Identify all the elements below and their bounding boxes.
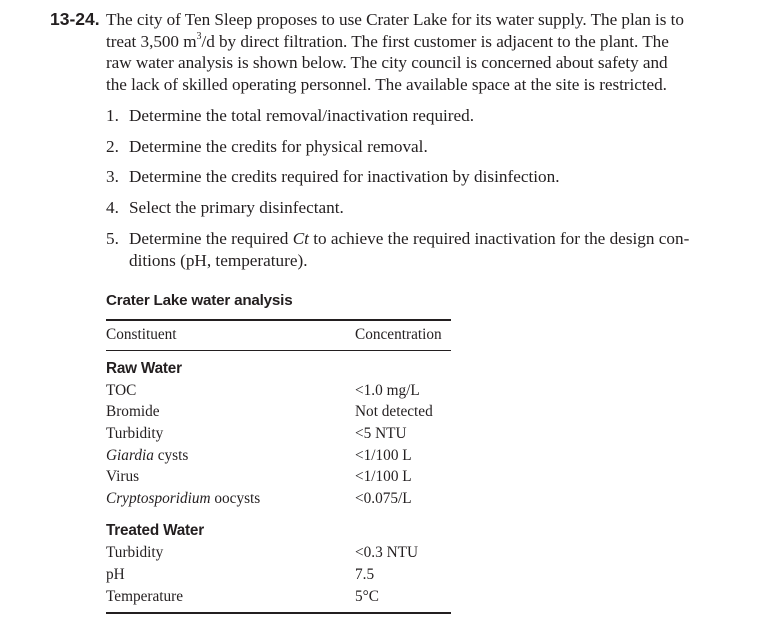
- constituent-cell: [106, 489, 260, 509]
- task-item-5: [106, 228, 758, 271]
- constituent-cell: Turbidity: [106, 425, 164, 442]
- problem-statement: [106, 9, 758, 96]
- task-text: Determine the credits required for inactivation by disinfection.: [129, 167, 560, 187]
- problem-line-2: [106, 31, 758, 53]
- table-bottom-rule: [106, 612, 451, 614]
- column-header-constituent: Constituent: [106, 326, 177, 343]
- organism-name: Cryptosporidium: [106, 490, 211, 507]
- problem-line-2-rest: /d by direct filtration. The first customer is adjacent to the plant. The: [201, 31, 669, 51]
- organism-form: cysts: [153, 447, 189, 464]
- task-text: Determine the total removal/inactivation required.: [129, 106, 475, 125]
- task-list: [106, 105, 758, 280]
- task-item-4: [106, 197, 758, 219]
- task-text-after: to achieve the required inactivation for the design con-: [308, 228, 690, 248]
- task-number: 1.: [106, 106, 119, 125]
- constituent-cell: Virus: [106, 468, 140, 485]
- flow-rate-text: treat 3,500 m: [106, 31, 197, 51]
- organism-name: Giardia: [106, 447, 154, 464]
- cubic-superscript: 3: [196, 30, 202, 42]
- constituent-cell: [106, 446, 188, 466]
- concentration-cell: <0.3 NTU: [355, 544, 419, 561]
- section-heading-raw-water: Raw Water: [106, 360, 182, 377]
- concentration-cell: <5 NTU: [355, 425, 407, 442]
- section-heading-treated-water: Treated Water: [106, 522, 204, 539]
- problem-line-1: The city of Ten Sleep proposes to use Crater Lake for its water supply. The plan is to: [106, 10, 684, 29]
- concentration-cell: <1/100 L: [355, 447, 412, 464]
- table-title: Crater Lake water analysis: [106, 292, 293, 309]
- table-header-rule: [106, 350, 451, 351]
- column-header-concentration: Concentration: [355, 326, 442, 343]
- table-top-rule: [106, 319, 451, 321]
- constituent-cell: pH: [106, 566, 125, 583]
- organism-form: oocysts: [210, 490, 261, 507]
- task-number: 2.: [106, 136, 119, 156]
- task-item-3: [106, 166, 758, 188]
- concentration-cell: <0.075/L: [355, 490, 412, 507]
- task-text: Select the primary disinfectant.: [129, 198, 344, 218]
- task-text-line-1: [129, 228, 758, 250]
- constituent-cell: Temperature: [106, 588, 184, 605]
- concentration-cell: <1.0 mg/L: [355, 382, 420, 399]
- task-item-2: [106, 136, 758, 158]
- concentration-cell: 5°C: [355, 588, 379, 605]
- problem-line-4: the lack of skilled operating personnel. The available space at the site is restricted.: [106, 75, 667, 95]
- task-number: 3.: [106, 167, 119, 187]
- task-text: Determine the credits for physical removal.: [129, 136, 428, 156]
- constituent-cell: TOC: [106, 382, 137, 399]
- problem-line-3: raw water analysis is shown below. The city council is concerned about safety and: [106, 53, 668, 73]
- task-number: 5.: [106, 228, 119, 248]
- concentration-cell: Not detected: [355, 403, 433, 420]
- task-text-line-2: ditions (pH, temperature).: [129, 250, 308, 270]
- constituent-cell: Bromide: [106, 403, 160, 420]
- problem-number: 13-24.: [50, 9, 100, 29]
- concentration-cell: 7.5: [355, 566, 375, 583]
- concentration-cell: <1/100 L: [355, 468, 412, 485]
- task-text-before: Determine the required: [129, 228, 293, 248]
- constituent-cell: Turbidity: [106, 544, 164, 561]
- ct-term: Ct: [292, 228, 309, 248]
- task-number: 4.: [106, 198, 119, 218]
- task-item-1: [106, 105, 758, 127]
